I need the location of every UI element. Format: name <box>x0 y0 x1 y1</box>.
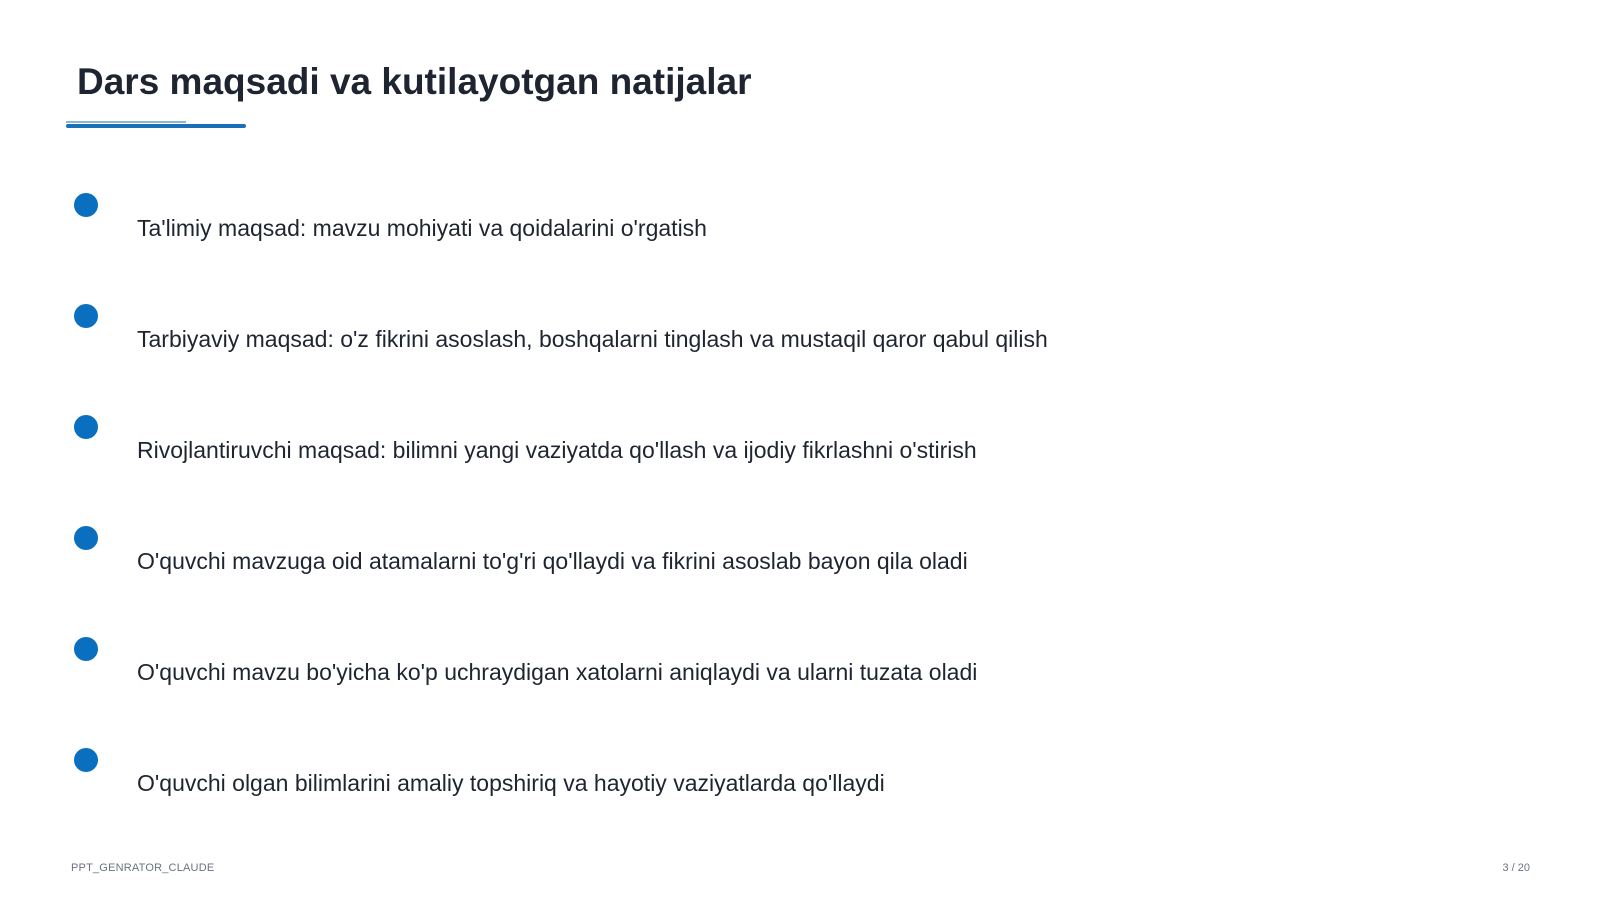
bullet-text: Rivojlantiruvchi maqsad: bilimni yangi vaziyatda qo'llash va ijodiy fikrlashni o'stirish <box>137 437 977 463</box>
bullet-dot-icon <box>74 304 98 328</box>
list-item <box>0 304 1600 384</box>
list-item <box>0 193 1600 273</box>
bullet-dot-icon <box>74 193 98 217</box>
bullet-text: O'quvchi olgan bilimlarini amaliy topshiriq va hayotiy vaziyatlarda qo'llaydi <box>137 770 885 796</box>
list-item <box>0 526 1600 606</box>
bullet-text: Ta'limiy maqsad: mavzu mohiyati va qoidalarini o'rgatish <box>137 215 707 241</box>
bullet-dot-icon <box>74 637 98 661</box>
list-item <box>0 748 1600 828</box>
list-item <box>0 415 1600 495</box>
bullet-text: O'quvchi mavzu bo'yicha ko'p uchraydigan xatolarni aniqlaydi va ularni tuzata oladi <box>137 659 978 685</box>
bullet-dot-icon <box>74 526 98 550</box>
bullet-text: O'quvchi mavzuga oid atamalarni to'g'ri qo'llaydi va fikrini asoslab bayon qila oladi <box>137 548 968 574</box>
footer-source-label: PPT_GENRATOR_CLAUDE <box>71 862 215 874</box>
page-indicator: 3 / 20 <box>1502 862 1530 874</box>
bullet-dot-icon <box>74 748 98 772</box>
list-item <box>0 637 1600 717</box>
bullet-dot-icon <box>74 415 98 439</box>
slide-title: Dars maqsadi va kutilayotgan natijalar <box>77 61 752 102</box>
bullet-text: Tarbiyaviy maqsad: o'z fikrini asoslash, boshqalarni tinglash va mustaqil qaror qabul qilish <box>137 326 1048 352</box>
